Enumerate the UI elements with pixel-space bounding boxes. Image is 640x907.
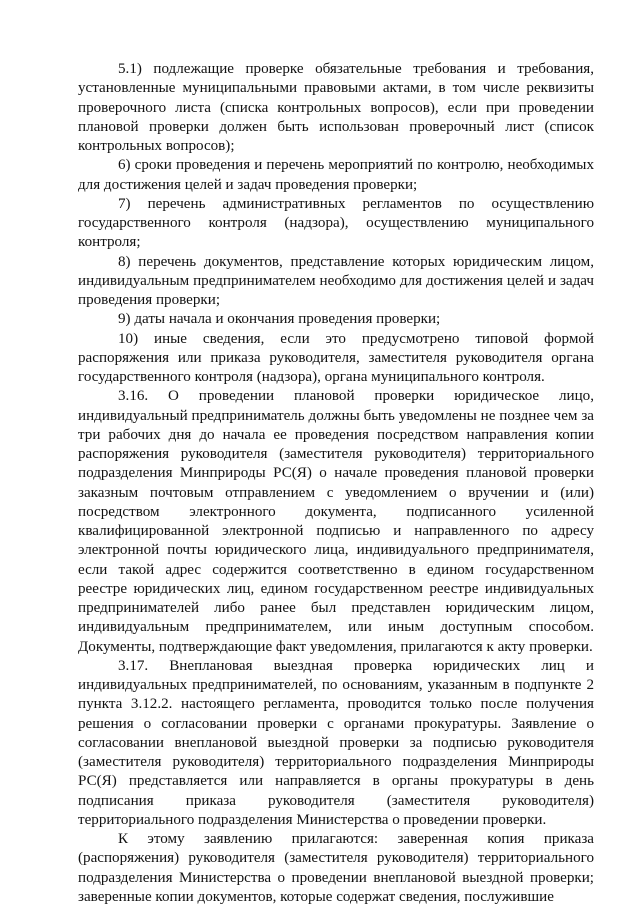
paragraph-attachments: К этому заявлению прилагаются: заверенная копия приказа (распоряжения) руководителя (заместителя руководителя) территориального подразделения Министерства о проведении внеплановой выездной проверки; заверенные копии документов, которые содержат сведения, послужившие bbox=[78, 831, 594, 905]
paragraph-5-1: 5.1) подлежащие проверке обязательные требования и требования, установленные муниципальными правовыми актами, в том числе реквизиты проверочного листа (списка контрольных вопросов), если при проведении плановой проверки должен быть использован проверочный лист (список контрольных вопросов); bbox=[78, 61, 594, 154]
paragraph-3-16: 3.16. О проведении плановой проверки юридическое лицо, индивидуальный предприниматель должны быть уведомлены не позднее чем за три рабочих дня до начала ее проведения посредством направления копии распоряжения руководителя (заместителя руководителя) территориального подразделения Минприроды РС(Я) о начале проведения плановой проверки заказным почтовым отправлением с уведомлением о вручении и (или) посредством электронного документа, подписанного усиленной квалифицированной электронной подписью и направленного по адресу электронной почты юридического лица, индивидуального предпринимателя, если такой адрес содержится соответственно в едином государственном реестре юридических лиц, едином государственном реестре индивидуальных предпринимателей либо ранее был представлен юридическим лицом, индивидуальным предпринимателем, или иным доступным способом. Документы, подтверждающие факт уведомления, прилагаются к акту проверки. bbox=[78, 388, 594, 655]
paragraph-10: 10) иные сведения, если это предусмотрено типовой формой распоряжения или приказа руководителя, заместителя руководителя органа государственного контроля (надзора), органа муниципального контроля. bbox=[78, 330, 594, 385]
document-body bbox=[78, 60, 594, 907]
paragraph-8: 8) перечень документов, представление которых юридическим лицом, индивидуальным предпринимателем необходимо для достижения целей и задач проведения проверки; bbox=[78, 253, 594, 308]
paragraph-6: 6) сроки проведения и перечень мероприятий по контролю, необходимых для достижения целей и задач проведения проверки; bbox=[78, 157, 594, 193]
paragraph-7: 7) перечень административных регламентов по осуществлению государственного контроля (надзора), осуществлению муниципального контроля; bbox=[78, 195, 594, 251]
paragraph-3-17: 3.17. Внеплановая выездная проверка юридических лиц и индивидуальных предпринимателей, по основаниям, указанным в подпункте 2 пункта 3.12.2. настоящего регламента, проводится только после получения решения о согласовании проверки с органами прокуратуры. Заявление о согласовании внеплановой выездной проверки за подписью руководителя (заместителя руководителя) территориального подразделения Минприроды РС(Я) представляется или направляется в органы прокуратуры в день подписания приказа руководителя (заместителя руководителя) территориального подразделения Министерства о проведении проверки. bbox=[78, 657, 594, 828]
paragraph-9: 9) даты начала и окончания проведения проверки; bbox=[118, 311, 441, 328]
